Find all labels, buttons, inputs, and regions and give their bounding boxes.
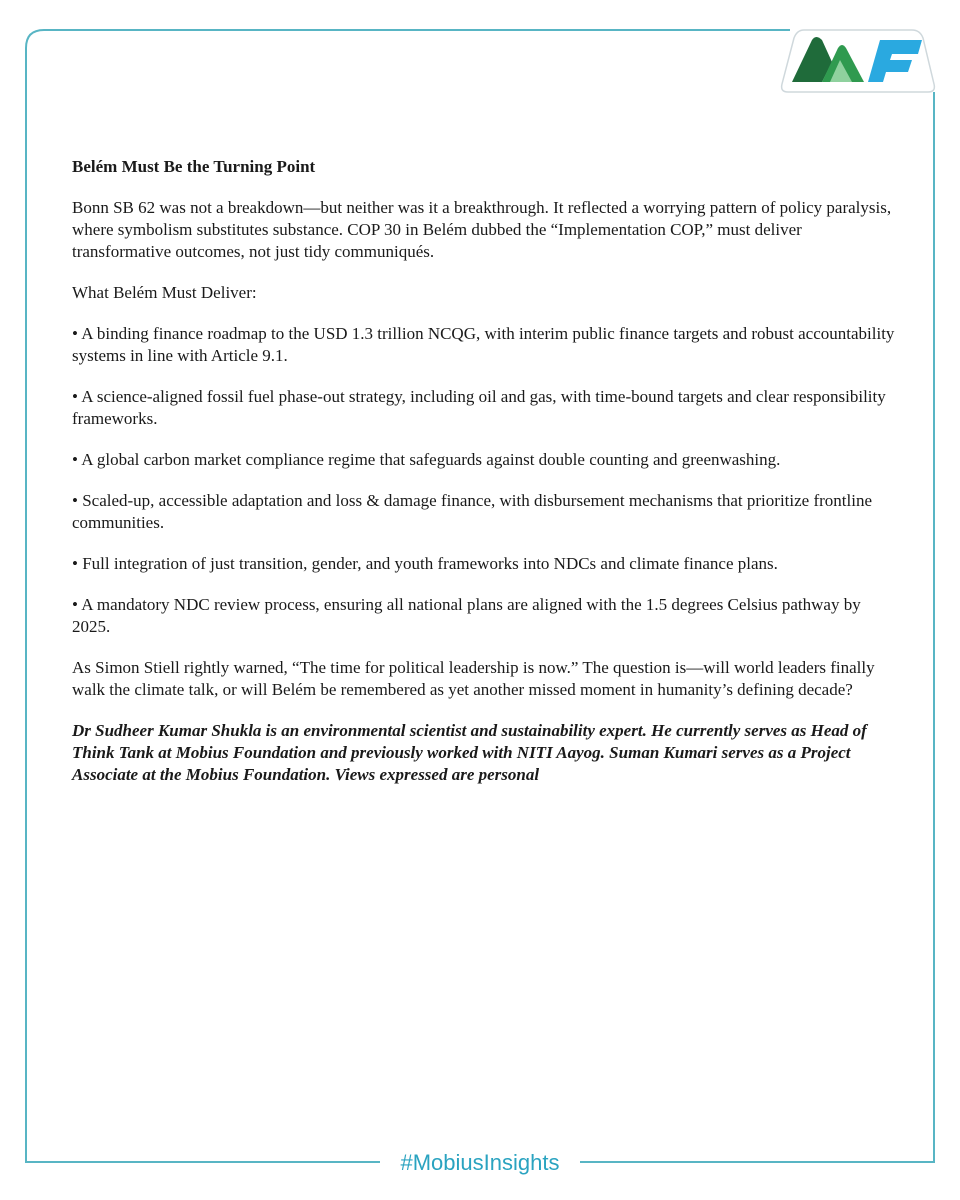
deliver-label: What Belém Must Deliver: bbox=[72, 283, 257, 302]
bullet-item: • A mandatory NDC review process, ensuring all national plans are aligned with the 1.5 degrees Celsius pathway by 2025. bbox=[72, 595, 861, 636]
mobius-foundation-logo bbox=[780, 26, 936, 94]
article-heading: Belém Must Be the Turning Point bbox=[72, 157, 316, 176]
author-bio: Dr Sudheer Kumar Shukla is an environmental scientist and sustainability expert. He currently serves as Head of Think Tank at Mobius Foundation and previously worked with NITI Aayog. Suman Kumari serves as a Project Associate at the Mobius Foundation. Views expressed are personal bbox=[72, 721, 867, 784]
bullet-item: • A science-aligned fossil fuel phase-out strategy, including oil and gas, with time-bound targets and clear responsibility frameworks. bbox=[72, 387, 886, 428]
bullet-item: • A global carbon market compliance regime that safeguards against double counting and greenwashing. bbox=[72, 450, 781, 469]
bullet-item: • Full integration of just transition, gender, and youth frameworks into NDCs and climate finance plans. bbox=[72, 554, 778, 573]
bullet-item: • Scaled-up, accessible adaptation and loss & damage finance, with disbursement mechanisms that prioritize frontline communities. bbox=[72, 491, 872, 532]
intro-paragraph: Bonn SB 62 was not a breakdown—but neither was it a breakthrough. It reflected a worrying pattern of policy paralysis, where symbolism substitutes substance. COP 30 in Belém dubbed the “Implementation COP,” must deliver transformative outcomes, not just tidy communiqués. bbox=[72, 198, 892, 261]
footer-hashtag: #MobiusInsights bbox=[380, 1148, 580, 1178]
article-body bbox=[72, 156, 902, 805]
bullet-item: • A binding finance roadmap to the USD 1.3 trillion NCQG, with interim public finance targets and robust accountability systems in line with Article 9.1. bbox=[72, 324, 895, 365]
closing-paragraph: As Simon Stiell rightly warned, “The time for political leadership is now.” The question is—will world leaders finally walk the climate talk, or will Belém be remembered as yet another missed moment in humanity’s defining decade? bbox=[72, 658, 875, 699]
